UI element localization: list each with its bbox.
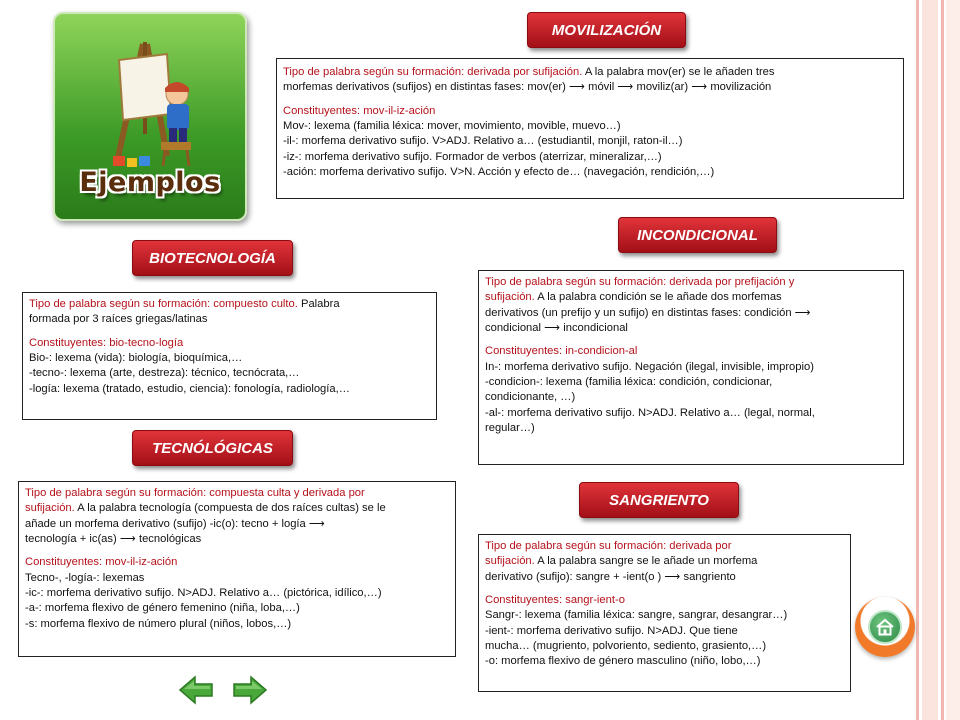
tipo-label: sufijación. <box>25 502 75 515</box>
morpheme-row: -ient-: morfema derivativo sufijo. N>ADJ. Que tiene <box>485 624 738 637</box>
morpheme-row: Mov-: lexema (familia léxica: mover, movimiento, movible, muevo…) <box>283 120 621 133</box>
edge-stripe <box>941 0 944 720</box>
edge-stripe <box>916 0 919 720</box>
prev-slide-button[interactable] <box>178 674 214 706</box>
morpheme-row: -s: morfema flexivo de número plural (niños, lobos,…) <box>25 617 292 630</box>
example-box-incondicional <box>478 270 904 465</box>
tipo-label: Tipo de palabra según su formación: derivada por sufijación. <box>283 66 583 78</box>
arrow-left-icon <box>178 674 214 706</box>
title-badge-sangriento: SANGRIENTO <box>579 482 739 518</box>
example-box-movilizacion <box>276 58 904 199</box>
constituyentes-label: Constituyentes: mov-il-iz-ación <box>25 556 178 569</box>
ejemplos-tile <box>53 12 247 221</box>
home-button-inner <box>868 610 902 644</box>
example-box-tecnologicas <box>18 481 456 657</box>
tipo-text: A la palabra mov(er) se le añaden tres <box>582 66 775 78</box>
morpheme-row: Bio-: lexema (vida): biología, bioquímica,… <box>29 352 243 365</box>
home-button[interactable] <box>855 597 915 657</box>
morpheme-row: -condicion-: lexema (familia léxica: condición, condicionar, <box>485 376 773 389</box>
tipo-line <box>25 501 449 516</box>
tipo-line: derivativo (sufijo): sangre + -ient(o ) ⟶ sangriento <box>485 570 736 583</box>
edge-stripe <box>922 0 938 720</box>
constituyentes-label: Constituyentes: mov-il-iz-ación <box>283 104 436 117</box>
tipo-label: Tipo de palabra según su formación: derivada por <box>485 540 732 552</box>
tipo-line: derivativos (un prefijo y un sufijo) en distintas fases: condición ⟶ <box>485 306 811 319</box>
morpheme-row: -logía: lexema (tratado, estudio, ciencia): fonología, radiología,… <box>29 382 350 395</box>
tipo-line: condicional ⟶ incondicional <box>485 322 628 335</box>
example-box-sangriento <box>478 534 851 692</box>
tipo-text: A la palabra sangre se le añade un morfema <box>534 555 758 568</box>
edge-stripe <box>946 0 960 720</box>
tipo-label: sufijación. <box>485 291 535 304</box>
next-slide-button[interactable] <box>232 674 268 706</box>
title-badge-tecnologicas: TECNÓLÓGICAS <box>132 430 293 466</box>
tipo-text: Palabra <box>297 298 340 310</box>
morpheme-row: -al-: morfema derivativo sufijo. N>ADJ. Relativo a… (legal, normal, <box>485 406 815 419</box>
title-badge-biotecnologia: BIOTECNOLOGÍA <box>132 240 293 276</box>
example-box-biotecnologia <box>22 292 437 420</box>
home-icon <box>870 612 900 642</box>
morpheme-row: -tecno-: lexema (arte, destreza): técnico, tecnócrata,… <box>29 367 300 380</box>
morpheme-row: condicionante, …) <box>485 391 576 404</box>
painter-easel-illustration <box>55 14 245 174</box>
tipo-line: añade un morfema derivativo (sufijo) -ic(o): tecno + logía ⟶ <box>25 517 325 530</box>
morpheme-row: In-: morfema derivativo sufijo. Negación (ilegal, invisible, impropio) <box>485 360 814 373</box>
constituyentes-label: Constituyentes: sangr-ient-o <box>485 594 625 607</box>
tipo-line: morfemas derivativos (sufijos) en distintas fases: mov(er) ⟶ móvil ⟶ moviliz(ar) ⟶ movilización <box>283 81 772 94</box>
constituyentes-label: Constituyentes: bio-tecno-logía <box>29 336 184 349</box>
morpheme-row: regular…) <box>485 422 535 435</box>
arrow-right-icon <box>232 674 268 706</box>
tipo-line: formada por 3 raíces griegas/latinas <box>29 313 208 326</box>
morpheme-row: -ic-: morfema derivativo sufijo. N>ADJ. Relativo a… (pictórica, idílico,…) <box>25 587 382 600</box>
morpheme-row: -il-: morfema derivativo sufijo. V>ADJ. Relativo a… (estudiantil, monjil, raton-il…) <box>283 135 683 148</box>
morpheme-row: Sangr-: lexema (familia léxica: sangre, sangrar, desangrar…) <box>485 609 788 622</box>
tipo-text: A la palabra condición se le añade dos morfemas <box>534 291 782 304</box>
tipo-line <box>283 65 897 80</box>
morpheme-row: -a-: morfema flexivo de género femenino (niña, loba,…) <box>25 602 300 615</box>
morpheme-row: -ación: morfema derivativo sufijo. V>N. Acción y efecto de… (navegación, rendición,…) <box>283 166 715 179</box>
title-badge-incondicional: INCONDICIONAL <box>618 217 777 253</box>
tipo-label: Tipo de palabra según su formación: derivada por prefijación y <box>485 276 795 288</box>
morpheme-row: -iz-: morfema derivativo sufijo. Formador de verbos (aterrizar, mineralizar,…) <box>283 150 662 163</box>
tipo-line: tecnología + ic(as) ⟶ tecnológicas <box>25 533 202 546</box>
morpheme-row: -o: morfema flexivo de género masculino (niño, lobo,…) <box>485 655 761 668</box>
tipo-text: A la palabra tecnología (compuesta de dos raíces cultas) se le <box>74 502 386 515</box>
constituyentes-label: Constituyentes: in-condicion-al <box>485 345 638 358</box>
morpheme-row: Tecno-, -logía-: lexemas <box>25 571 145 584</box>
tipo-label: Tipo de palabra según su formación: compuesto culto. <box>29 298 298 310</box>
tipo-line <box>485 290 897 305</box>
morpheme-row: mucha… (mugriento, polvoriento, sediento, grasiento,…) <box>485 640 767 653</box>
tipo-line <box>485 554 844 569</box>
tipo-label: Tipo de palabra según su formación: compuesta culta y derivada por <box>25 487 365 499</box>
tipo-label: sufijación. <box>485 555 535 568</box>
tipo-line <box>29 297 430 312</box>
ejemplos-label: Ejemplos <box>79 167 221 198</box>
title-badge-movilizacion: MOVILIZACIÓN <box>527 12 686 48</box>
